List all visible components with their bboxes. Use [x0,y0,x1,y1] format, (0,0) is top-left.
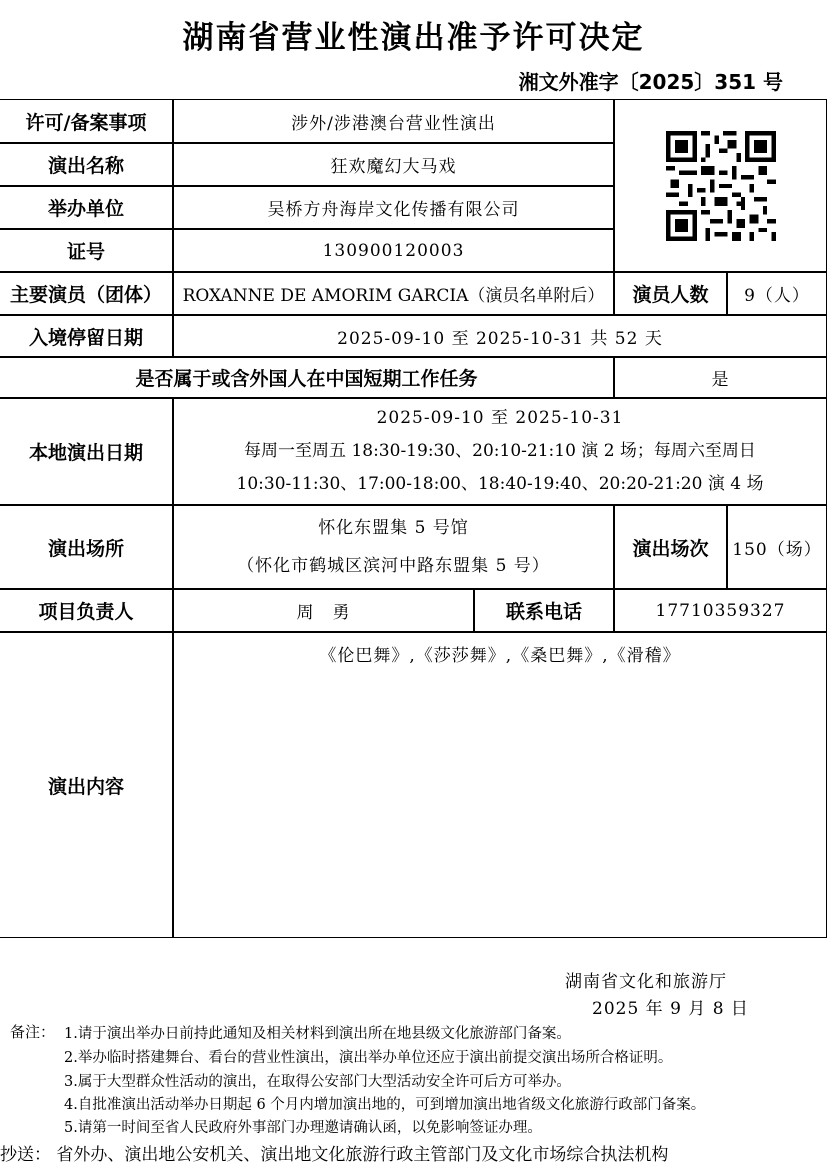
issuer: 湖南省文化和旅游厅 [565,972,727,992]
venue-value [173,505,614,589]
phone-value: 17710359327 [614,589,827,632]
content-value: 《伦巴舞》,《莎莎舞》,《桑巴舞》,《滑稽》 [173,632,827,938]
manager-label: 项目负责人 [0,589,173,632]
main-performer-label: 主要演员（团体） [0,272,173,315]
permit-table [0,100,827,939]
local-dates-weekday: 每周一至周五 18:30-19:30、20:10-21:10 演 2 场；每周六至周日 [244,441,756,461]
show-count-label: 演出场次 [614,505,727,589]
cc-line: 抄送： 省外办、演出地公安机关、演出地文化旅游行政主管部门及文化市场综合执法机构 [0,1145,669,1165]
cert-no-label: 证号 [0,229,173,272]
venue-name: 怀化东盟集 5 号馆 [318,518,469,538]
performer-count-label: 演员人数 [614,272,727,315]
note-item: 5.请第一时间至省人民政府外事部门办理邀请确认函，以免影响签证办理。 [64,1120,542,1136]
performer-count-value: 9（人） [727,272,827,315]
show-name-label: 演出名称 [0,143,173,186]
short-term-work-value: 是 [614,357,827,398]
local-dates-label: 本地演出日期 [0,398,173,505]
note-item: 4.自批准演出活动举办日期起 6 个月内增加演出地的，可到增加演出地省级文化旅游行政部门备案。 [64,1097,706,1113]
cert-no-value: 130900120003 [173,229,614,272]
document-title: 湖南省营业性演出准予许可决定 [182,20,645,56]
item-label: 许可/备案事项 [0,99,173,143]
manager-value: 周 勇 [173,589,474,632]
local-dates-value [173,398,827,505]
organizer-label: 举办单位 [0,186,173,229]
local-dates-range: 2025-09-10 至 2025-10-31 [376,408,624,428]
local-dates-weekend: 10:30-11:30、17:00-18:00、18:40-19:40、20:20-21:20 演 4 场 [236,474,764,494]
entry-stay-value: 2025-09-10 至 2025-10-31 共 52 天 [173,315,827,357]
venue-address: （怀化市鹤城区滨河中路东盟集 5 号） [237,556,550,576]
entry-stay-label: 入境停留日期 [0,315,173,357]
note-item: 1.请于演出举办日前持此通知及相关材料到演出所在地县级文化旅游部门备案。 [64,1026,571,1042]
qr-code-icon [666,131,776,241]
phone-label: 联系电话 [474,589,614,632]
organizer-value: 吴桥方舟海岸文化传播有限公司 [173,186,614,229]
notes-label: 备注： [10,1023,56,1041]
qr-code-cell [614,99,827,272]
short-term-work-label: 是否属于或含外国人在中国短期工作任务 [0,357,614,398]
item-value: 涉外/涉港澳台营业性演出 [173,99,614,143]
content-label: 演出内容 [0,632,173,938]
show-name-value: 狂欢魔幻大马戏 [173,143,614,186]
main-performer-value: ROXANNE DE AMORIM GARCIA（演员名单附后） [173,272,614,315]
issue-date: 2025 年 9 月 8 日 [592,999,749,1019]
note-item: 3.属于大型群众性活动的演出，在取得公安部门大型活动安全许可后方可举办。 [64,1074,571,1090]
document-number: 湘文外准字〔2025〕351 号 [518,70,783,94]
note-item: 2.举办临时搭建舞台、看台的营业性演出，演出举办单位还应于演出前提交演出场所合格证明。 [64,1050,673,1066]
venue-label: 演出场所 [0,505,173,589]
show-count-value: 150（场） [727,505,827,589]
